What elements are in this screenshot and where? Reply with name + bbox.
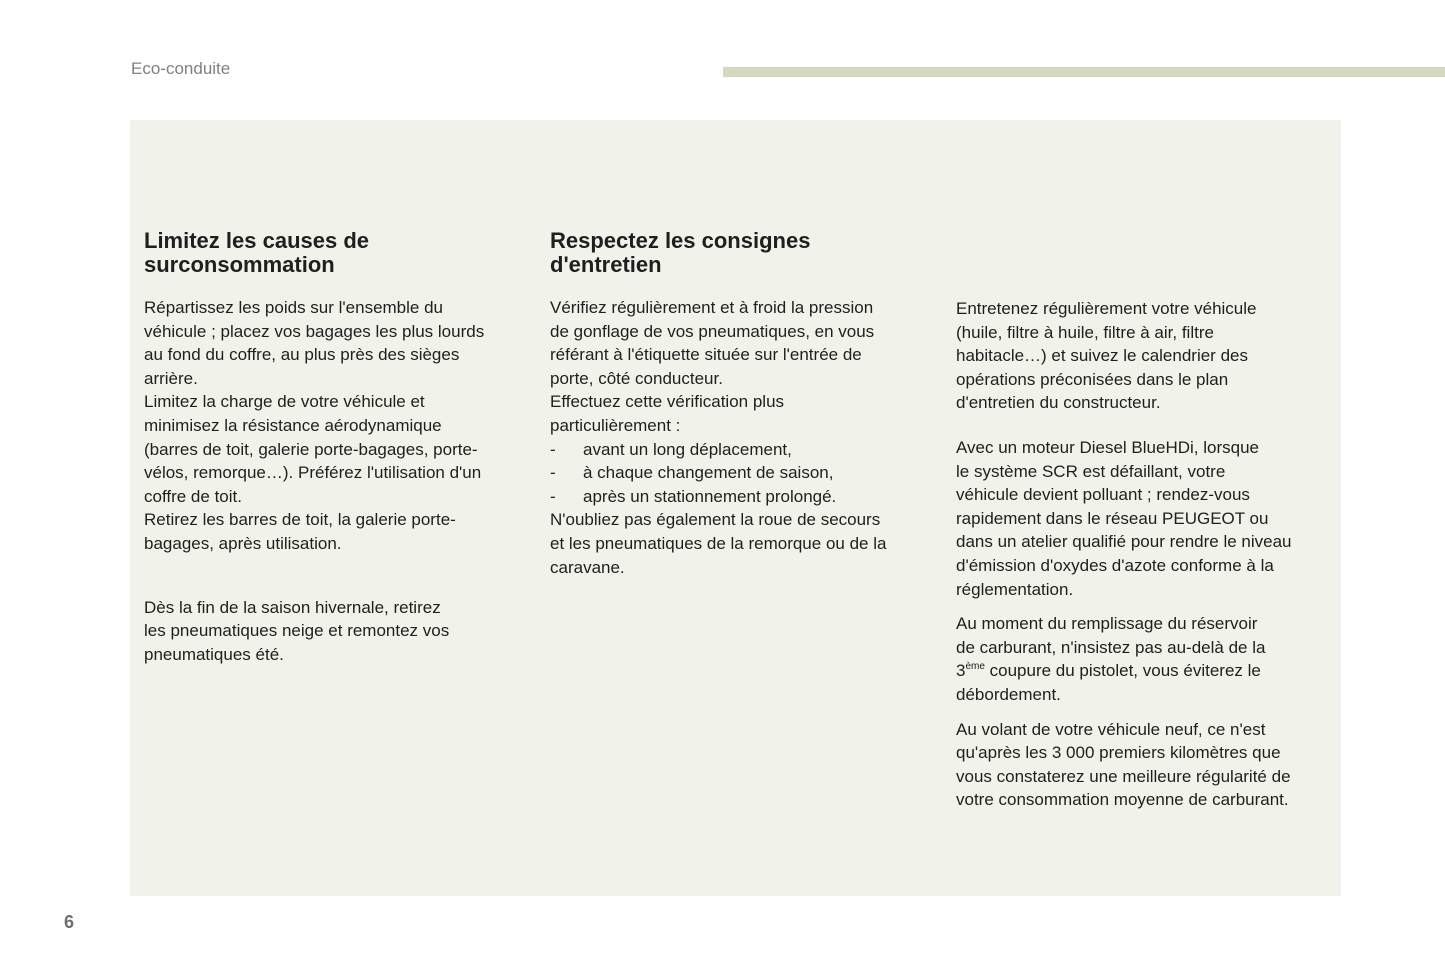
text-line: vous constaterez une meilleure régularité de xyxy=(956,766,1291,786)
text-line: opérations préconisées dans le plan xyxy=(956,369,1229,389)
paragraph-spare-wheel xyxy=(550,508,920,579)
text-line: vélos, remorque…). Préférez l'utilisation d'un xyxy=(144,463,482,483)
text-line: Retirez les barres de toit, la galerie porte- xyxy=(144,510,456,530)
text-line: rapidement dans le réseau PEUGEOT ou xyxy=(956,508,1269,528)
text-line: (huile, filtre à huile, filtre à air, filtre xyxy=(956,322,1214,342)
text-fragment: coupure du pistolet, vous éviterez le xyxy=(984,661,1261,681)
text-line: dans un atelier qualifié pour rendre le niveau xyxy=(956,532,1292,552)
text-line: Limitez la charge de votre véhicule et xyxy=(144,392,425,412)
text-line: véhicule ; placez vos bagages les plus lourds xyxy=(144,321,485,341)
bullet-dash: - xyxy=(550,486,556,506)
page-number: 6 xyxy=(64,912,75,932)
text-line: Effectuez cette vérification plus xyxy=(550,392,785,412)
text-line: Vérifiez régulièrement et à froid la pression xyxy=(550,298,874,317)
text-line: minimisez la résistance aérodynamique xyxy=(144,415,442,435)
text-line: véhicule devient polluant ; rendez-vous xyxy=(956,485,1250,505)
text-line: Au volant de votre véhicule neuf, ce n'est xyxy=(956,719,1266,739)
column-servicing xyxy=(956,297,1326,812)
text-line: d'émission d'oxydes d'azote conforme à la xyxy=(956,555,1274,575)
text-line: votre consommation moyenne de carburant. xyxy=(956,790,1289,810)
text-line: Dès la fin de la saison hivernale, retirez xyxy=(144,597,441,617)
text-line: porte, côté conducteur. xyxy=(550,368,723,388)
text-line: au fond du coffre, au plus près des sièges xyxy=(144,345,460,365)
text-line: pneumatiques été. xyxy=(144,644,284,664)
paragraph-winter-tyres xyxy=(144,596,524,667)
paragraph-service-schedule xyxy=(956,297,1326,415)
heading-maintenance xyxy=(550,229,920,276)
text-line: Entretenez régulièrement votre véhicule xyxy=(956,299,1257,318)
section-title: Eco-conduite xyxy=(131,59,231,78)
column-maintenance xyxy=(550,229,920,579)
column-overconsumption xyxy=(144,229,524,666)
list-item-text: à chaque changement de saison, xyxy=(583,463,834,483)
text-line: de gonflage de vos pneumatiques, en vous xyxy=(550,321,875,341)
text-line: N'oubliez pas également la roue de secours xyxy=(550,510,881,530)
text-line: habitacle…) et suivez le calendrier des xyxy=(956,346,1248,366)
text-line: Répartissez les poids sur l'ensemble du xyxy=(144,298,444,317)
paragraph-new-vehicle xyxy=(956,718,1326,812)
text-line: caravane. xyxy=(550,557,625,577)
text-line: bagages, après utilisation. xyxy=(144,533,342,553)
text-line: Avec un moteur Diesel BlueHDi, lorsque xyxy=(956,437,1259,457)
text-line: arrière. xyxy=(144,368,198,388)
text-line: les pneumatiques neige et remontez vos xyxy=(144,621,450,641)
text-line: particulièrement : xyxy=(550,415,681,435)
text-line xyxy=(956,659,1326,683)
list-item xyxy=(550,485,920,509)
ordinal-suffix: ème xyxy=(965,661,985,673)
paragraph-bluehdi-scr xyxy=(956,436,1326,601)
text-line: coffre de toit. xyxy=(144,486,242,506)
text-line: de carburant, n'insistez pas au-delà de la xyxy=(956,637,1266,657)
heading-line: Limitez les causes de xyxy=(144,228,369,253)
heading-line: d'entretien xyxy=(550,251,662,277)
ordinal-number: 3 xyxy=(956,661,966,681)
text-line: d'entretien du constructeur. xyxy=(956,393,1161,413)
list-item xyxy=(550,438,920,462)
heading-overconsumption xyxy=(144,229,524,276)
heading-line: surconsommation xyxy=(144,251,335,277)
header-accent-bar xyxy=(723,67,1445,77)
paragraph-tyre-pressure xyxy=(550,296,920,438)
text-line: et les pneumatiques de la remorque ou de la xyxy=(550,533,887,553)
bullet-dash: - xyxy=(550,463,556,483)
list-item-text: après un stationnement prolongé. xyxy=(583,486,837,506)
list-item xyxy=(550,461,920,485)
paragraph-load-distribution xyxy=(144,296,524,556)
text-line: réglementation. xyxy=(956,579,1074,599)
text-line: débordement. xyxy=(956,684,1061,704)
list-item-text: avant un long déplacement, xyxy=(583,439,792,459)
heading-line: Respectez les consignes xyxy=(550,228,811,253)
text-line: le système SCR est défaillant, votre xyxy=(956,461,1226,481)
bullet-list xyxy=(550,438,920,509)
text-line: qu'après les 3 000 premiers kilomètres que xyxy=(956,743,1281,763)
paragraph-refuelling xyxy=(956,612,1326,706)
text-line: (barres de toit, galerie porte-bagages, porte- xyxy=(144,439,478,459)
text-line: Au moment du remplissage du réservoir xyxy=(956,614,1258,634)
text-line: référant à l'étiquette située sur l'entrée de xyxy=(550,345,862,365)
bullet-dash: - xyxy=(550,439,556,459)
